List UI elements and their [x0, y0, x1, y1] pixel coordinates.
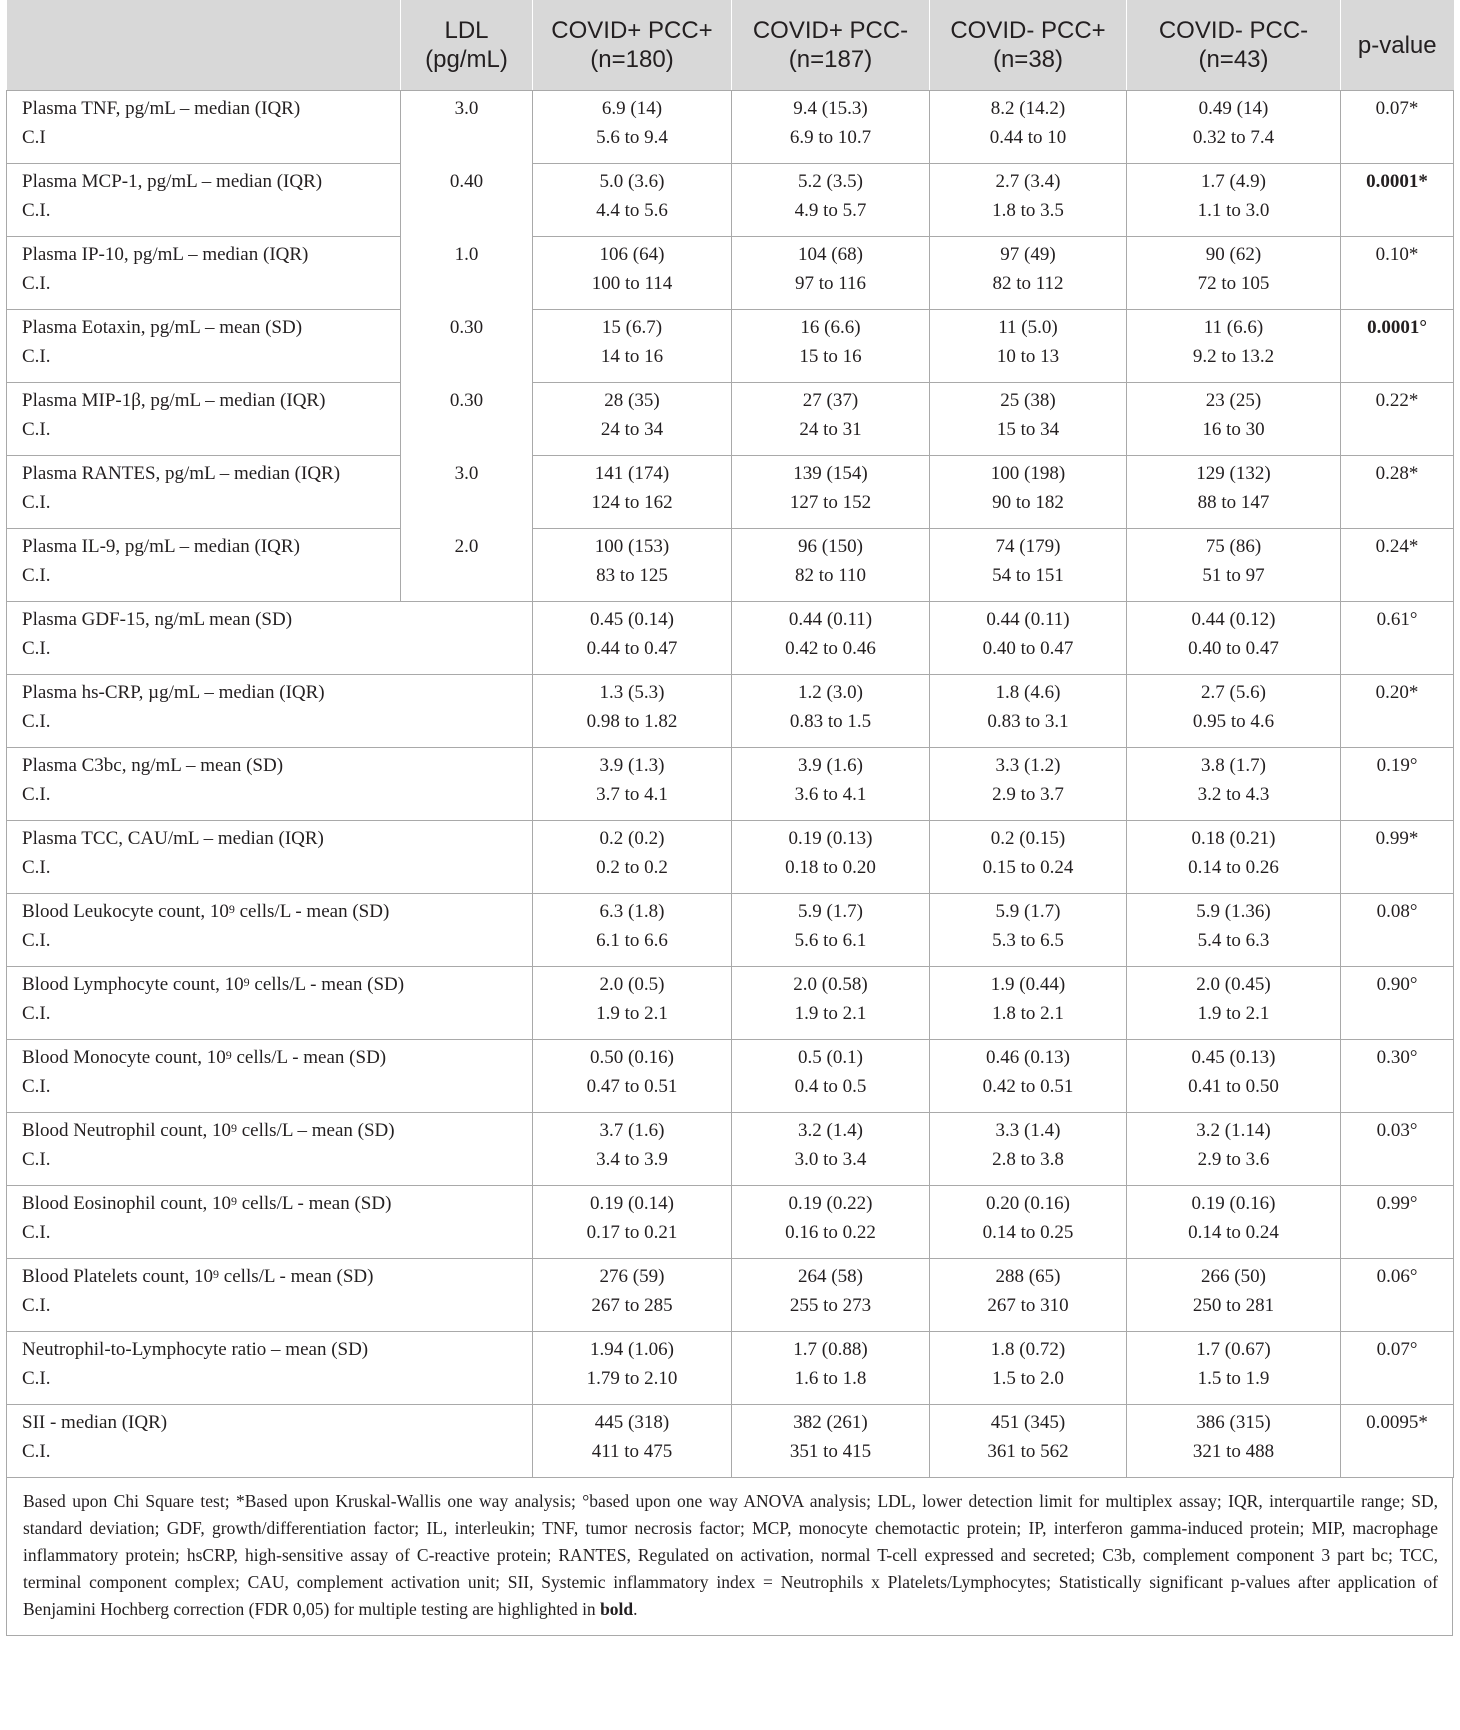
ldl-cell: 0.40 [401, 164, 533, 237]
ldl-cell: 0.30 [401, 383, 533, 456]
p-value-cell: 0.19° [1341, 748, 1454, 821]
ldl-cell: 2.0 [401, 529, 533, 602]
ldl-cell [401, 1113, 533, 1186]
value-cell-g2: 9.4 (15.3) 6.9 to 10.7 [732, 91, 930, 164]
value-cell-g1: 0.2 (0.2) 0.2 to 0.2 [533, 821, 732, 894]
p-value-cell: 0.22* [1341, 383, 1454, 456]
table-row [7, 1186, 1454, 1259]
value-cell-g3: 11 (5.0) 10 to 13 [930, 310, 1127, 383]
row-label: Plasma GDF-15, ng/mL mean (SD) C.I. [7, 602, 401, 675]
header-covid-pos-pcc-pos: COVID+ PCC+ (n=180) [533, 0, 732, 91]
value-cell-g1: 0.50 (0.16) 0.47 to 0.51 [533, 1040, 732, 1113]
p-value-cell: 0.0095* [1341, 1405, 1454, 1478]
value-cell-g4: 129 (132) 88 to 147 [1127, 456, 1341, 529]
value-cell-g3: 0.2 (0.15) 0.15 to 0.24 [930, 821, 1127, 894]
p-value-cell: 0.99° [1341, 1186, 1454, 1259]
row-ci-label: C.I. [22, 200, 51, 221]
p-value-cell: 0.90° [1341, 967, 1454, 1040]
value-cell-g3: 0.46 (0.13) 0.42 to 0.51 [930, 1040, 1127, 1113]
row-ci-label: C.I. [22, 930, 51, 951]
ldl-cell [401, 967, 533, 1040]
ldl-cell [401, 1259, 533, 1332]
table-row [7, 1113, 1454, 1186]
table-row [7, 383, 1454, 456]
value-cell-g1: 6.3 (1.8) 6.1 to 6.6 [533, 894, 732, 967]
ldl-cell: 0.30 [401, 310, 533, 383]
row-ci-label: C.I. [22, 1441, 51, 1462]
value-cell-g2: 0.19 (0.13) 0.18 to 0.20 [732, 821, 930, 894]
value-cell-g2: 139 (154) 127 to 152 [732, 456, 930, 529]
ldl-cell [401, 675, 533, 748]
table-body [7, 91, 1454, 1478]
value-cell-g3: 451 (345) 361 to 562 [930, 1405, 1127, 1478]
value-cell-g3: 3.3 (1.2) 2.9 to 3.7 [930, 748, 1127, 821]
table-row [7, 91, 1454, 164]
row-ci-label: C.I. [22, 346, 51, 367]
value-cell-g4: 1.7 (4.9) 1.1 to 3.0 [1127, 164, 1341, 237]
value-cell-g3: 8.2 (14.2) 0.44 to 10 [930, 91, 1127, 164]
value-cell-g1: 100 (153) 83 to 125 [533, 529, 732, 602]
value-cell-g3: 1.8 (0.72) 1.5 to 2.0 [930, 1332, 1127, 1405]
table-row [7, 602, 1454, 675]
p-value-cell: 0.0001° [1341, 310, 1454, 383]
row-label: Plasma C3bc, ng/mL – mean (SD) C.I. [7, 748, 401, 821]
value-cell-g1: 106 (64) 100 to 114 [533, 237, 732, 310]
header-p-value: p-value [1341, 0, 1454, 91]
row-ci-label: C.I. [22, 638, 51, 659]
row-ci-label: C.I. [22, 784, 51, 805]
results-table-container [6, 0, 1453, 1636]
value-cell-g4: 0.44 (0.12) 0.40 to 0.47 [1127, 602, 1341, 675]
p-value-cell: 0.08° [1341, 894, 1454, 967]
value-cell-g2: 5.9 (1.7) 5.6 to 6.1 [732, 894, 930, 967]
value-cell-g4: 0.49 (14) 0.32 to 7.4 [1127, 91, 1341, 164]
value-cell-g1: 1.3 (5.3) 0.98 to 1.82 [533, 675, 732, 748]
row-label: Plasma MIP-1β, pg/mL – median (IQR) C.I. [7, 383, 401, 456]
p-value-cell: 0.10* [1341, 237, 1454, 310]
row-ci-label: C.I. [22, 1149, 51, 1170]
value-cell-g2: 1.2 (3.0) 0.83 to 1.5 [732, 675, 930, 748]
value-cell-g2: 0.19 (0.22) 0.16 to 0.22 [732, 1186, 930, 1259]
header-variable [7, 0, 401, 91]
row-ci-label: C.I. [22, 419, 51, 440]
table-row [7, 310, 1454, 383]
row-label: SII - median (IQR) C.I. [7, 1405, 401, 1478]
table-row [7, 529, 1454, 602]
value-cell-g1: 0.45 (0.14) 0.44 to 0.47 [533, 602, 732, 675]
p-value-cell: 0.28* [1341, 456, 1454, 529]
table-row [7, 456, 1454, 529]
value-cell-g1: 6.9 (14) 5.6 to 9.4 [533, 91, 732, 164]
row-label: Blood Leukocyte count, $10^9$ cells/L - mean (SD) C.I. [7, 894, 401, 967]
value-cell-g1: 3.9 (1.3) 3.7 to 4.1 [533, 748, 732, 821]
p-value-cell: 0.07° [1341, 1332, 1454, 1405]
value-cell-g1: 2.0 (0.5) 1.9 to 2.1 [533, 967, 732, 1040]
value-cell-g1: 1.94 (1.06) 1.79 to 2.10 [533, 1332, 732, 1405]
ldl-cell: 3.0 [401, 456, 533, 529]
p-value-cell: 0.61° [1341, 602, 1454, 675]
value-cell-g1: 3.7 (1.6) 3.4 to 3.9 [533, 1113, 732, 1186]
table-row [7, 675, 1454, 748]
row-label: Plasma MCP-1, pg/mL – median (IQR) C.I. [7, 164, 401, 237]
value-cell-g4: 0.19 (0.16) 0.14 to 0.24 [1127, 1186, 1341, 1259]
row-label: Plasma IL-9, pg/mL – median (IQR) C.I. [7, 529, 401, 602]
value-cell-g2: 96 (150) 82 to 110 [732, 529, 930, 602]
row-ci-label: C.I. [22, 565, 51, 586]
row-label: Blood Neutrophil count, $10^9$ cells/L – mean (SD) C.I. [7, 1113, 401, 1186]
value-cell-g4: 0.18 (0.21) 0.14 to 0.26 [1127, 821, 1341, 894]
p-value-cell: 0.07* [1341, 91, 1454, 164]
p-value-cell: 0.24* [1341, 529, 1454, 602]
value-cell-g4: 5.9 (1.36) 5.4 to 6.3 [1127, 894, 1341, 967]
row-label: Plasma TNF, pg/mL – median (IQR) C.I [7, 91, 401, 164]
p-value-cell: 0.03° [1341, 1113, 1454, 1186]
table-row [7, 1259, 1454, 1332]
row-ci-label: C.I [22, 127, 46, 148]
table-row [7, 967, 1454, 1040]
value-cell-g1: 141 (174) 124 to 162 [533, 456, 732, 529]
value-cell-g4: 3.8 (1.7) 3.2 to 4.3 [1127, 748, 1341, 821]
row-label: Plasma TCC, CAU/mL – median (IQR) C.I. [7, 821, 401, 894]
value-cell-g4: 2.0 (0.45) 1.9 to 2.1 [1127, 967, 1341, 1040]
p-value-cell: 0.06° [1341, 1259, 1454, 1332]
value-cell-g2: 27 (37) 24 to 31 [732, 383, 930, 456]
ldl-cell [401, 748, 533, 821]
row-ci-label: C.I. [22, 711, 51, 732]
value-cell-g4: 266 (50) 250 to 281 [1127, 1259, 1341, 1332]
header-covid-neg-pcc-neg: COVID- PCC- (n=43) [1127, 0, 1341, 91]
ldl-cell [401, 894, 533, 967]
value-cell-g3: 0.44 (0.11) 0.40 to 0.47 [930, 602, 1127, 675]
table-row [7, 237, 1454, 310]
value-cell-g2: 3.9 (1.6) 3.6 to 4.1 [732, 748, 930, 821]
value-cell-g3: 25 (38) 15 to 34 [930, 383, 1127, 456]
value-cell-g3: 288 (65) 267 to 310 [930, 1259, 1127, 1332]
value-cell-g4: 3.2 (1.14) 2.9 to 3.6 [1127, 1113, 1341, 1186]
value-cell-g1: 276 (59) 267 to 285 [533, 1259, 732, 1332]
value-cell-g1: 0.19 (0.14) 0.17 to 0.21 [533, 1186, 732, 1259]
p-value-cell: 0.20* [1341, 675, 1454, 748]
row-ci-label: C.I. [22, 1368, 51, 1389]
value-cell-g1: 15 (6.7) 14 to 16 [533, 310, 732, 383]
row-label: Plasma IP-10, pg/mL – median (IQR) C.I. [7, 237, 401, 310]
value-cell-g2: 382 (261) 351 to 415 [732, 1405, 930, 1478]
p-value-cell: 0.99* [1341, 821, 1454, 894]
value-cell-g4: 11 (6.6) 9.2 to 13.2 [1127, 310, 1341, 383]
value-cell-g2: 0.5 (0.1) 0.4 to 0.5 [732, 1040, 930, 1113]
row-ci-label: C.I. [22, 857, 51, 878]
header-ldl: LDL (pg/mL) [401, 0, 533, 91]
header-covid-pos-pcc-neg: COVID+ PCC- (n=187) [732, 0, 930, 91]
table-row [7, 1405, 1454, 1478]
value-cell-g3: 1.9 (0.44) 1.8 to 2.1 [930, 967, 1127, 1040]
footnote-bold-word: bold [600, 1599, 634, 1619]
ldl-cell [401, 1186, 533, 1259]
table-row [7, 821, 1454, 894]
value-cell-g3: 74 (179) 54 to 151 [930, 529, 1127, 602]
ldl-cell: 1.0 [401, 237, 533, 310]
ldl-cell: 3.0 [401, 91, 533, 164]
table-row [7, 748, 1454, 821]
value-cell-g2: 264 (58) 255 to 273 [732, 1259, 930, 1332]
header-covid-neg-pcc-pos: COVID- PCC+ (n=38) [930, 0, 1127, 91]
value-cell-g3: 5.9 (1.7) 5.3 to 6.5 [930, 894, 1127, 967]
value-cell-g2: 2.0 (0.58) 1.9 to 2.1 [732, 967, 930, 1040]
row-ci-label: C.I. [22, 1295, 51, 1316]
table-header [7, 0, 1454, 91]
value-cell-g3: 0.20 (0.16) 0.14 to 0.25 [930, 1186, 1127, 1259]
row-label: Plasma RANTES, pg/mL – median (IQR) C.I. [7, 456, 401, 529]
value-cell-g3: 2.7 (3.4) 1.8 to 3.5 [930, 164, 1127, 237]
row-ci-label: C.I. [22, 1222, 51, 1243]
value-cell-g2: 16 (6.6) 15 to 16 [732, 310, 930, 383]
table-row [7, 894, 1454, 967]
value-cell-g4: 23 (25) 16 to 30 [1127, 383, 1341, 456]
value-cell-g4: 0.45 (0.13) 0.41 to 0.50 [1127, 1040, 1341, 1113]
row-ci-label: C.I. [22, 1076, 51, 1097]
value-cell-g2: 3.2 (1.4) 3.0 to 3.4 [732, 1113, 930, 1186]
row-label: Plasma hs-CRP, µg/mL – median (IQR) C.I. [7, 675, 401, 748]
row-label: Blood Platelets count, $10^9$ cells/L - mean (SD) C.I. [7, 1259, 401, 1332]
value-cell-g4: 386 (315) 321 to 488 [1127, 1405, 1341, 1478]
value-cell-g2: 0.44 (0.11) 0.42 to 0.46 [732, 602, 930, 675]
value-cell-g2: 1.7 (0.88) 1.6 to 1.8 [732, 1332, 930, 1405]
value-cell-g3: 1.8 (4.6) 0.83 to 3.1 [930, 675, 1127, 748]
value-cell-g4: 1.7 (0.67) 1.5 to 1.9 [1127, 1332, 1341, 1405]
table-footnote: Based upon Chi Square test; *Based upon Kruskal-Wallis one way analysis; °based upon one way ANOVA analysis; LDL, lower detection limit for multiplex assay; IQR, interquartile range; SD, standard deviation; GDF, growth/differentiation factor; IL, interleukin; TNF, tumor necrosis factor; MCP, monocyte chemotactic protein; IP, interferon gamma-induced protein; MIP, macrophage inflammatory protein; hsCRP, high-sensitive assay of C-reactive protein; RANTES, Regulated on activation, normal T-cell expressed and secreted; C3b, complement component 3 part bc; TCC, terminal component complex; CAU, complement activation unit; SII, Systemic inflammatory index = Neutrophils x Platelets/Lymphocytes; Statistically significant p-values after application of Benjamini Hochberg correction (FDR 0,05) for multiple testing are highlighted in bold. [6, 1478, 1453, 1636]
p-value-cell: 0.0001* [1341, 164, 1454, 237]
table-row [7, 1040, 1454, 1113]
row-label: Neutrophil-to-Lymphocyte ratio – mean (SD) C.I. [7, 1332, 401, 1405]
value-cell-g1: 445 (318) 411 to 475 [533, 1405, 732, 1478]
value-cell-g2: 104 (68) 97 to 116 [732, 237, 930, 310]
ldl-cell [401, 821, 533, 894]
value-cell-g2: 5.2 (3.5) 4.9 to 5.7 [732, 164, 930, 237]
ldl-cell [401, 1040, 533, 1113]
value-cell-g1: 5.0 (3.6) 4.4 to 5.6 [533, 164, 732, 237]
row-label: Blood Lymphocyte count, $10^9$ cells/L - mean (SD) C.I. [7, 967, 401, 1040]
value-cell-g3: 100 (198) 90 to 182 [930, 456, 1127, 529]
value-cell-g3: 3.3 (1.4) 2.8 to 3.8 [930, 1113, 1127, 1186]
table-row [7, 1332, 1454, 1405]
value-cell-g1: 28 (35) 24 to 34 [533, 383, 732, 456]
value-cell-g3: 97 (49) 82 to 112 [930, 237, 1127, 310]
row-ci-label: C.I. [22, 492, 51, 513]
ldl-cell [401, 602, 533, 675]
ldl-cell [401, 1405, 533, 1478]
row-label: Blood Eosinophil count, $10^9$ cells/L - mean (SD) C.I. [7, 1186, 401, 1259]
value-cell-g4: 90 (62) 72 to 105 [1127, 237, 1341, 310]
row-ci-label: C.I. [22, 273, 51, 294]
value-cell-g4: 2.7 (5.6) 0.95 to 4.6 [1127, 675, 1341, 748]
table-row [7, 164, 1454, 237]
row-ci-label: C.I. [22, 1003, 51, 1024]
value-cell-g4: 75 (86) 51 to 97 [1127, 529, 1341, 602]
results-table [6, 0, 1454, 1478]
p-value-cell: 0.30° [1341, 1040, 1454, 1113]
ldl-cell [401, 1332, 533, 1405]
row-label: Plasma Eotaxin, pg/mL – mean (SD) C.I. [7, 310, 401, 383]
row-label: Blood Monocyte count, $10^9$ cells/L - mean (SD) C.I. [7, 1040, 401, 1113]
